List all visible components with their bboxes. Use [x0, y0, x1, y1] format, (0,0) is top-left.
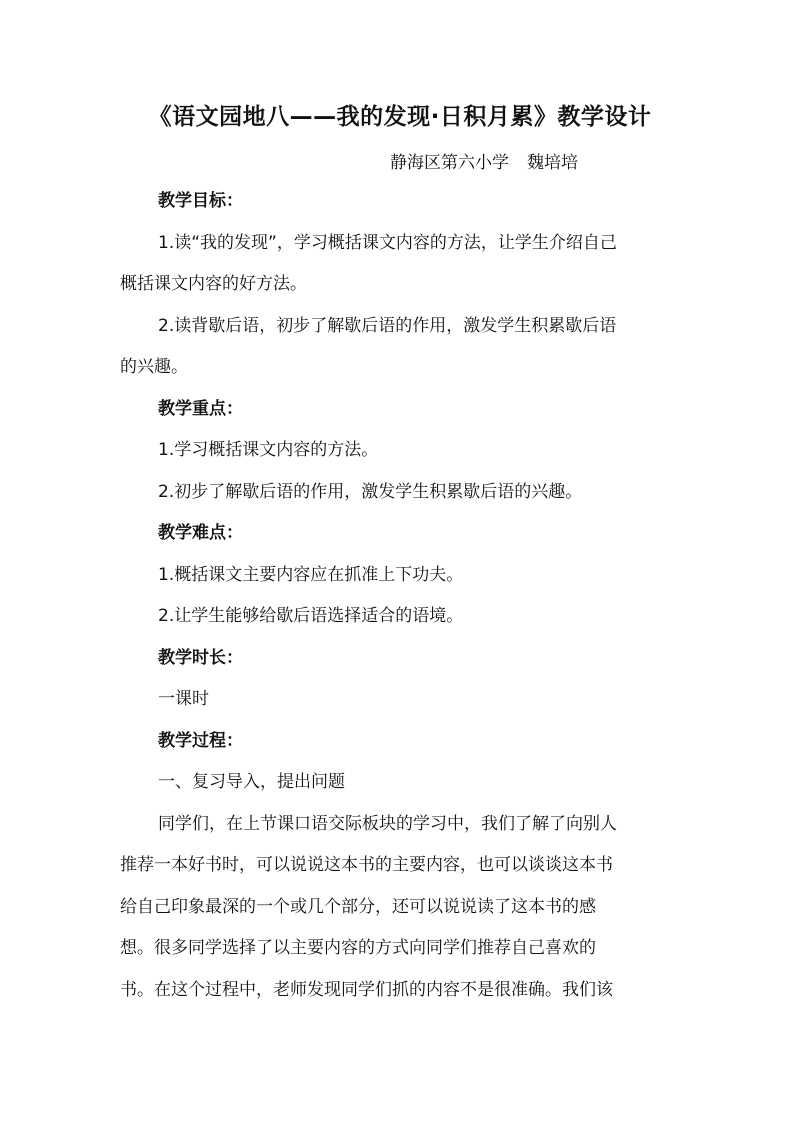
section-heading-process: 教学过程：	[158, 731, 243, 751]
paragraph-line: 给自己印象最深的一个或几个部分，还可以说说读了这本书的感	[120, 897, 596, 917]
paragraph-line: 2.初步了解歇后语的作用，激发学生积累歇后语的兴趣。	[158, 482, 583, 502]
paragraph-line: 一课时	[158, 689, 209, 709]
section-heading-difficulties: 教学难点：	[158, 523, 243, 543]
paragraph-line: 同学们，在上节课口语交际板块的学习中，我们了解了向别人	[158, 814, 617, 834]
paragraph-line: 概括课文内容的好方法。	[120, 274, 307, 294]
paragraph-line: 1.学习概括课文内容的方法。	[158, 440, 379, 460]
paragraph-line: 想。很多同学选择了以主要内容的方式向同学们推荐自己喜欢的	[120, 938, 596, 958]
paragraph-line: 的兴趣。	[120, 357, 188, 377]
section-heading-objectives: 教学目标：	[158, 191, 243, 211]
section-heading-duration: 教学时长：	[158, 648, 243, 668]
paragraph-line: 2.读背歇后语，初步了解歇后语的作用，激发学生积累歇后语	[158, 316, 617, 336]
paragraph-line: 1.读“我的发现”，学习概括课文内容的方法，让学生介绍自己	[158, 233, 617, 253]
paragraph-line: 2.让学生能够给歇后语选择适合的语境。	[158, 606, 464, 626]
section-heading-key-points: 教学重点：	[158, 399, 243, 419]
paragraph-line: 1.概括课文主要内容应在抓准上下功夫。	[158, 565, 464, 585]
document-title: 《语文园地八——我的发现·日积月累》教学设计	[148, 104, 652, 130]
paragraph-line: 一、复习导入，提出问题	[158, 772, 345, 792]
author-school: 静海区第六小学	[390, 153, 509, 173]
paragraph-line: 书。在这个过程中，老师发现同学们抓的内容不是很准确。我们该	[120, 980, 613, 1000]
author-line	[390, 148, 578, 173]
paragraph-line: 推荐一本好书时，可以说说这本书的主要内容，也可以谈谈这本书	[120, 855, 613, 875]
author-name: 魏培培	[527, 153, 578, 173]
